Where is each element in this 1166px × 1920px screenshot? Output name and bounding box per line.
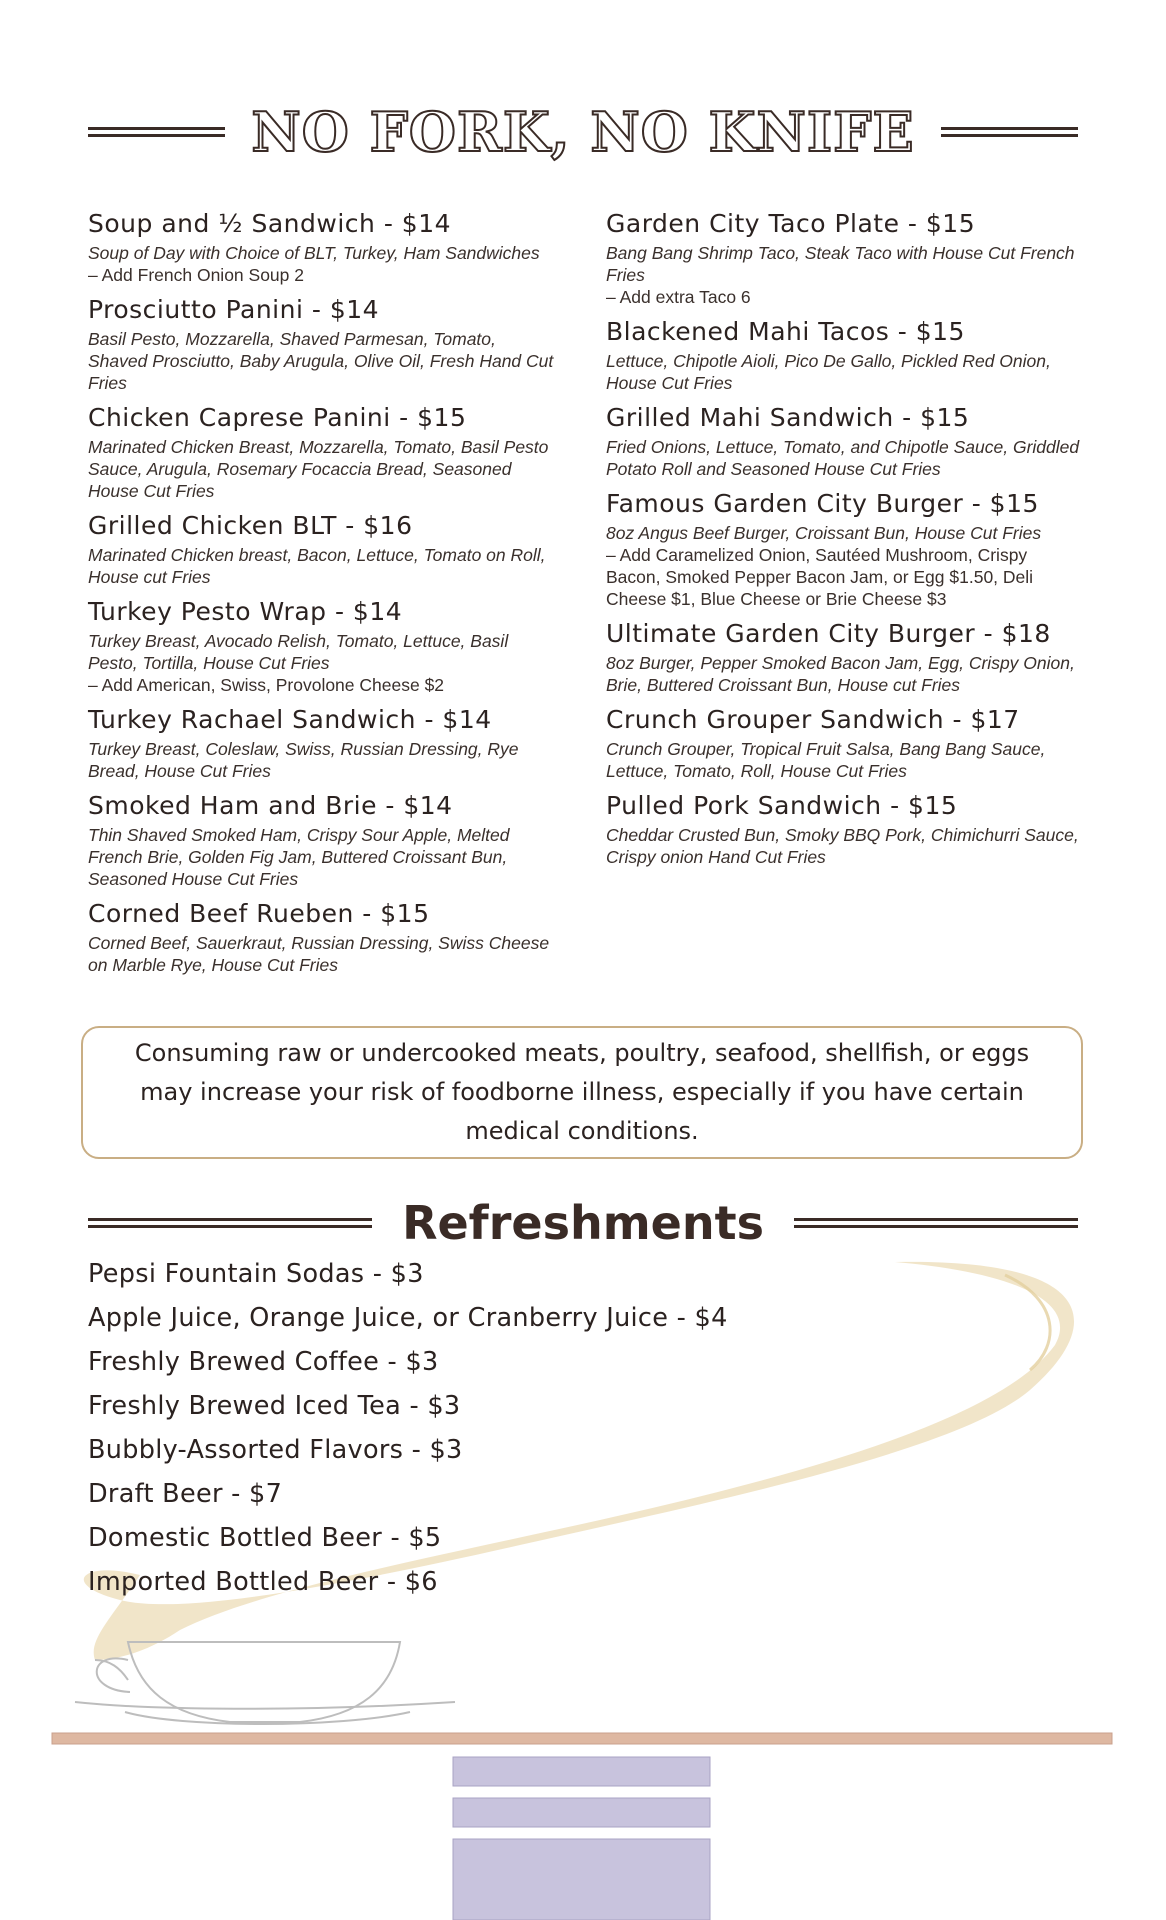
item-description: Basil Pesto, Mozzarella, Shaved Parmesan, Tomato, Shaved Prosciutto, Baby Arugula, Olive Oil, Fresh Hand Cut Fries (88, 329, 554, 393)
item-name: Pulled Pork Sandwich - $15 (606, 791, 958, 820)
item-name: Corned Beef Rueben - $15 (88, 899, 430, 928)
drink-item: Freshly Brewed Iced Tea - $3 (88, 1391, 461, 1421)
decor-block-1 (453, 1757, 710, 1786)
item-name: Blackened Mahi Tacos - $15 (606, 317, 965, 346)
item-name: Chicken Caprese Panini - $15 (88, 403, 467, 432)
menu-item (88, 400, 558, 502)
item-description: Crunch Grouper, Tropical Fruit Salsa, Bang Bang Sauce, Lettuce, Tomato, Roll, House Cut Fries (606, 739, 1046, 781)
item-name: Prosciutto Panini - $14 (88, 295, 380, 324)
item-description: Fried Onions, Lettuce, Tomato, and Chipotle Sauce, Griddled Potato Roll and Seasoned House Cut Fries (606, 437, 1080, 479)
item-name: Famous Garden City Burger - $15 (606, 489, 1039, 518)
item-description: Marinated Chicken breast, Bacon, Lettuce, Tomato on Roll, House cut Fries (88, 545, 546, 587)
food-safety-notice: Consuming raw or undercooked meats, poultry, seafood, shellfish, or eggs may increase your risk of foodborne illness, especially if you have certain medical conditions. (81, 1026, 1083, 1159)
menu-header (88, 100, 1078, 164)
refreshments-rule-right (794, 1218, 1078, 1228)
item-description: Soup of Day with Choice of BLT, Turkey, Ham Sandwiches (88, 243, 540, 263)
drink-item: Domestic Bottled Beer - $5 (88, 1523, 442, 1553)
item-description: Marinated Chicken Breast, Mozzarella, Tomato, Basil Pesto Sauce, Arugula, Rosemary Focaccia Bread, Seasoned House Cut Fries (88, 437, 549, 501)
item-description: Thin Shaved Smoked Ham, Crispy Sour Apple, Melted French Brie, Golden Fig Jam, Buttered Croissant Bun, Seasoned House Cut Fries (88, 825, 510, 889)
refreshments-header (88, 1196, 1078, 1250)
menu-item (606, 702, 1086, 782)
refreshments-list (88, 1252, 888, 1604)
menu-item (88, 292, 558, 394)
decor-block-3 (453, 1839, 710, 1920)
item-addon: – Add extra Taco 6 (606, 287, 751, 307)
item-description: Lettuce, Chipotle Aioli, Pico De Gallo, Pickled Red Onion, House Cut Fries (606, 351, 1051, 393)
item-description: Corned Beef, Sauerkraut, Russian Dressing, Swiss Cheese on Marble Rye, House Cut Fries (88, 933, 550, 975)
drink-item: Bubbly-Assorted Flavors - $3 (88, 1435, 463, 1465)
item-description: Cheddar Crusted Bun, Smoky BBQ Pork, Chimichurri Sauce, Crispy onion Hand Cut Fries (606, 825, 1079, 867)
menu-item (88, 896, 558, 976)
menu-column-left (88, 206, 558, 982)
header-rule-left (88, 127, 225, 137)
item-name: Smoked Ham and Brie - $14 (88, 791, 453, 820)
item-addon: – Add Caramelized Onion, Sautéed Mushroom, Crispy Bacon, Smoked Pepper Bacon Jam, or Egg $1.50, Deli Cheese $1, Blue Cheese or Brie Cheese $3 (606, 545, 1034, 609)
menu-item (88, 788, 558, 890)
menu-item (606, 616, 1086, 696)
menu-item (88, 702, 558, 782)
item-name: Turkey Rachael Sandwich - $14 (88, 705, 492, 734)
item-description: Turkey Breast, Coleslaw, Swiss, Russian Dressing, Rye Bread, House Cut Fries (88, 739, 519, 781)
item-name: Soup and ½ Sandwich - $14 (88, 209, 452, 238)
menu-item (88, 206, 558, 286)
refreshments-title: Refreshments (402, 1196, 764, 1250)
item-name: Grilled Chicken BLT - $16 (88, 511, 413, 540)
menu-item (88, 508, 558, 588)
drink-item: Pepsi Fountain Sodas - $3 (88, 1259, 424, 1289)
decor-block-2 (453, 1798, 710, 1827)
menu-item (606, 314, 1086, 394)
drink-item: Imported Bottled Beer - $6 (88, 1567, 438, 1597)
item-description: 8oz Burger, Pepper Smoked Bacon Jam, Egg, Crispy Onion, Brie, Buttered Croissant Bun, House cut Fries (606, 653, 1075, 695)
item-description: Bang Bang Shrimp Taco, Steak Taco with House Cut French Fries (606, 243, 1075, 285)
drink-item: Draft Beer - $7 (88, 1479, 283, 1509)
item-name: Ultimate Garden City Burger - $18 (606, 619, 1051, 648)
menu-item (606, 400, 1086, 480)
item-addon: – Add American, Swiss, Provolone Cheese $2 (88, 675, 445, 695)
menu-item (606, 788, 1086, 868)
menu-title: NO FORK, NO KNIFE (251, 100, 915, 164)
item-name: Grilled Mahi Sandwich - $15 (606, 403, 970, 432)
menu-item (88, 594, 558, 696)
drink-item: Freshly Brewed Coffee - $3 (88, 1347, 439, 1377)
refreshments-rule-left (88, 1218, 372, 1228)
item-description: Turkey Breast, Avocado Relish, Tomato, Lettuce, Basil Pesto, Tortilla, House Cut Fries (88, 631, 509, 673)
drink-item: Apple Juice, Orange Juice, or Cranberry Juice - $4 (88, 1303, 728, 1333)
menu-item (606, 206, 1086, 308)
item-description: 8oz Angus Beef Burger, Croissant Bun, House Cut Fries (606, 523, 1042, 543)
coffee-cup-icon (75, 1642, 455, 1724)
menu-column-right (606, 206, 1086, 874)
item-name: Garden City Taco Plate - $15 (606, 209, 976, 238)
item-name: Crunch Grouper Sandwich - $17 (606, 705, 1020, 734)
header-rule-right (941, 127, 1078, 137)
item-name: Turkey Pesto Wrap - $14 (88, 597, 403, 626)
shelf-bar (52, 1733, 1112, 1744)
item-addon: – Add French Onion Soup 2 (88, 265, 304, 285)
menu-item (606, 486, 1086, 610)
